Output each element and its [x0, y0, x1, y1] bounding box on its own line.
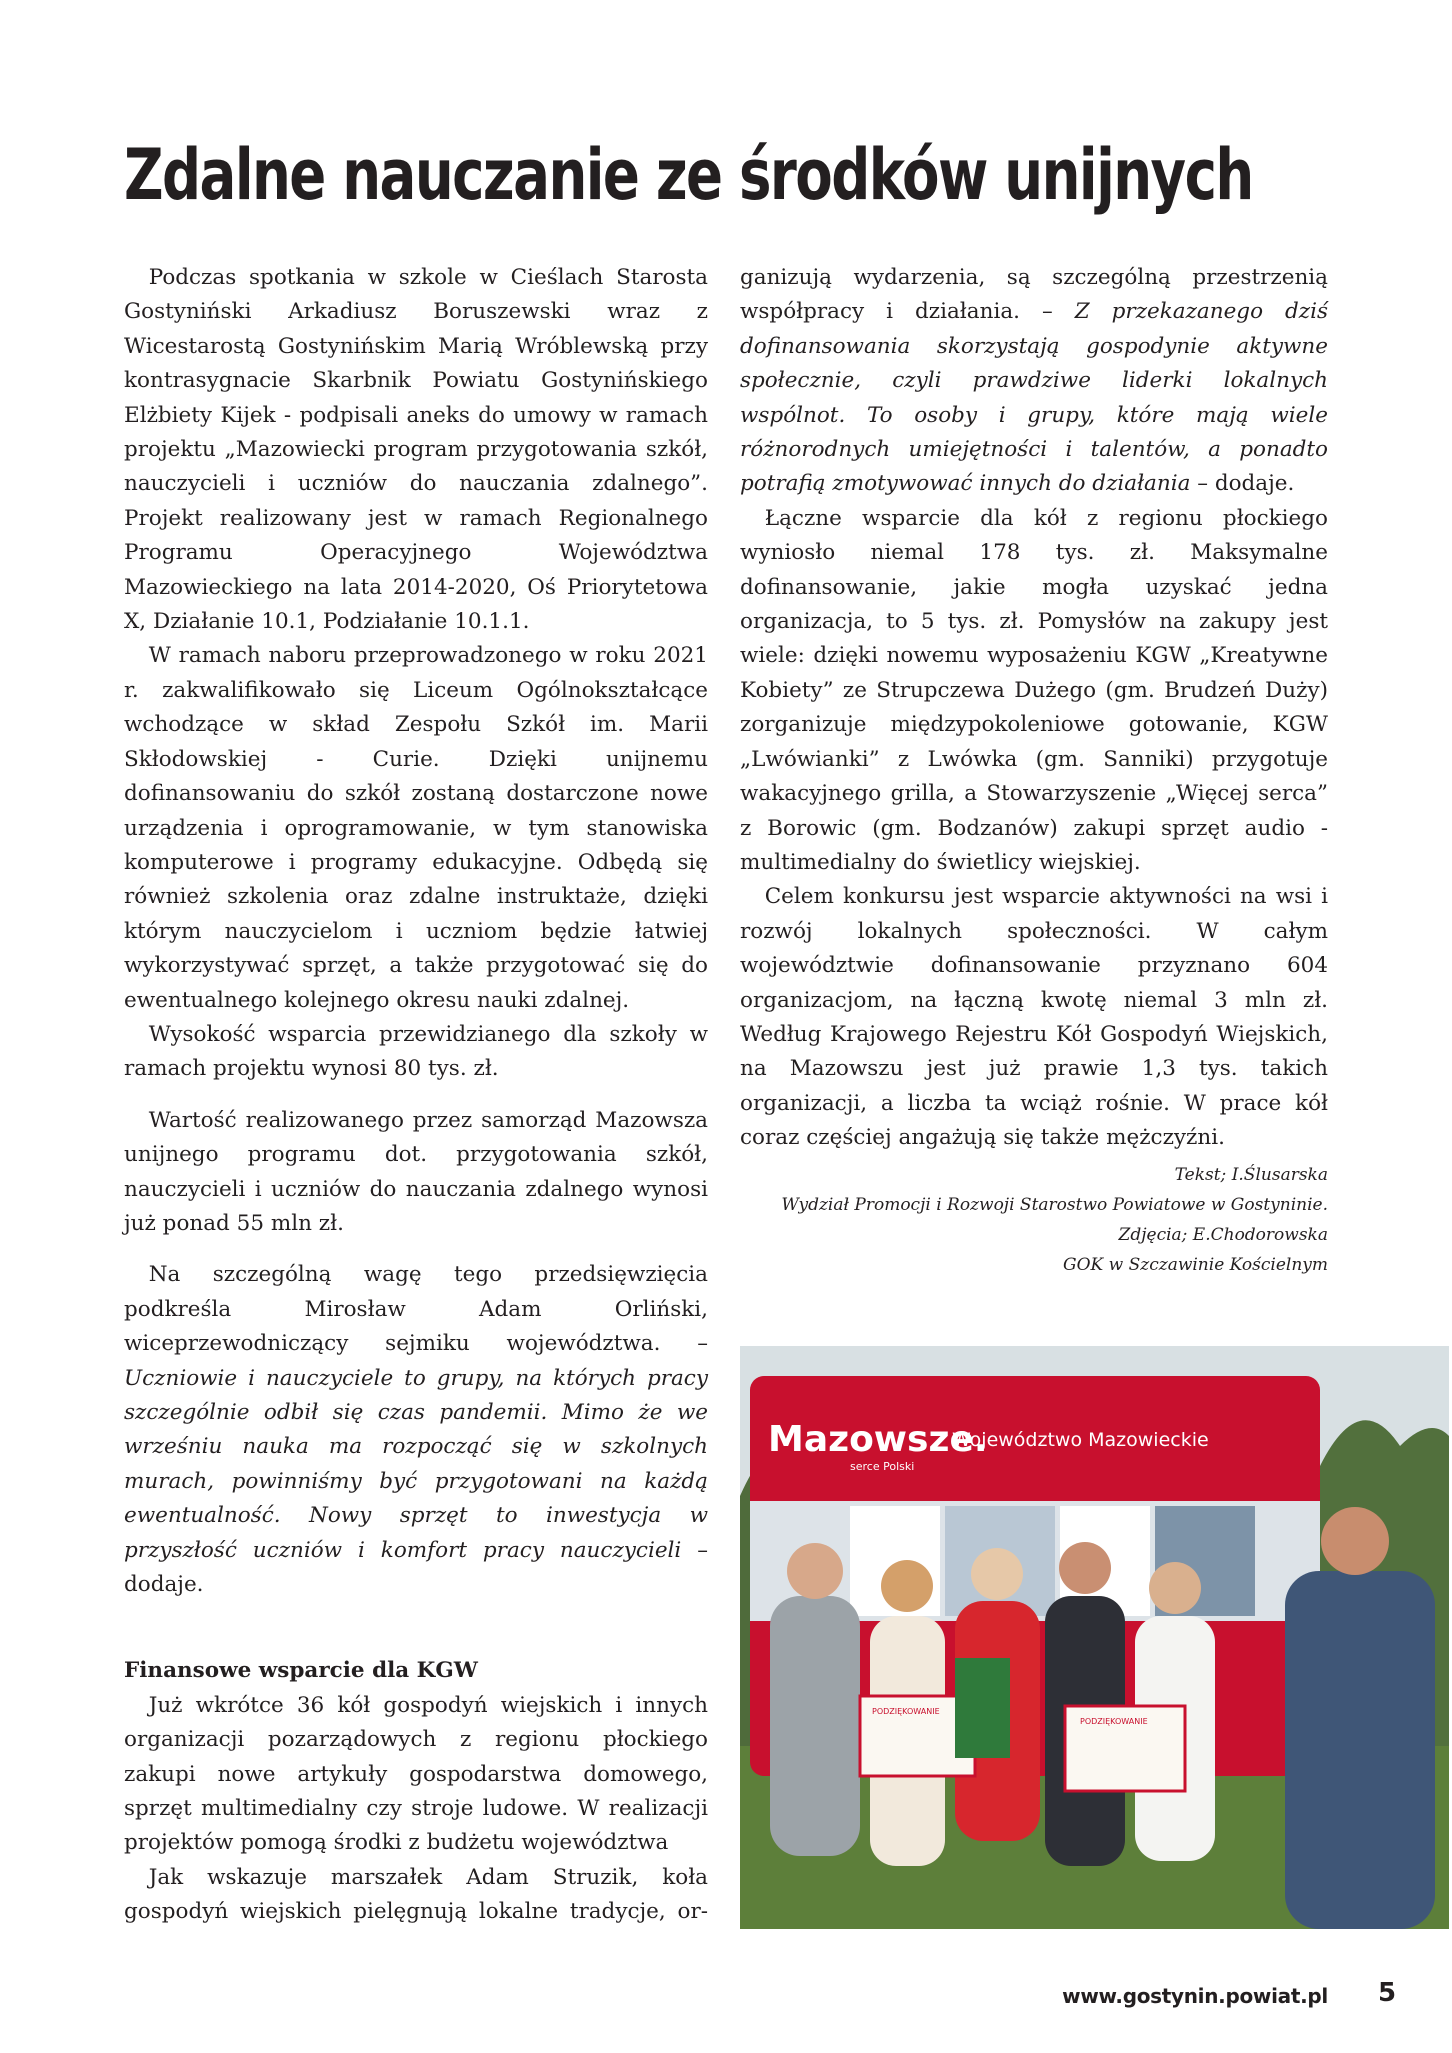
- banner-logo-text: Mazowsze.: [768, 1419, 988, 1460]
- quote-intro: Na szczególną wagę tego przedsięwzięcia podkreśla Mirosław Adam Orliński, wiceprzewodniczący sejmiku województwa. –: [124, 1262, 708, 1357]
- section-subheading: Finansowe wsparcie dla KGW: [124, 1658, 478, 1684]
- article-credits: [740, 1160, 1328, 1280]
- paragraph: Wysokość wsparcia przewidzianego dla szkoły w ramach projektu wynosi 80 tys. zł.: [124, 1021, 708, 1082]
- article-column-right: [740, 261, 1328, 1280]
- credit-text-author: Tekst; I.Ślusarska: [1174, 1164, 1328, 1185]
- paragraph: Celem konkursu jest wsparcie aktywności na wsi i rozwój lokalnych społeczności. W całym województwie dofinansowanie przyznano 604 organizacjom, na łączną kwotę niemal 3 mln zł. Według Krajowego Rejestru Kół Gospodyń Wiejskich, na Mazowszu jest już prawie 1,3 tys. takich organizacji, a liczba ta wciąż rośnie. W prace kół coraz częściej angażują się także mężczyźni.: [740, 884, 1328, 1151]
- credit-place: GOK w Szczawinie Kościelnym: [1063, 1254, 1328, 1275]
- event-photo: [740, 1346, 1449, 1929]
- green-folder: [955, 1658, 1010, 1758]
- paragraph: W ramach naboru przeprowadzonego w roku 2021 r. zakwalifikowało się Liceum Ogólnokształcące wchodzące w skład Zespołu Szkół im. Marii Skłodowskiej - Curie. Dzięki unijnemu dofinansowaniu do szkół zostaną dostarczone nowe urządzenia i oprogramowanie, w tym stanowiska komputerowe i programy edukacyjne. Odbędą się również szkolenia oraz zdalne instruktaże, dzięki którym nauczycielom i uczniom będzie łatwiej wykorzystywać sprzęt, a także przygotować się do ewentualnego kolejnego okresu nauki zdalnej.: [124, 643, 708, 1013]
- paragraph: Podczas spotkania w szkole w Cieślach Starosta Gostyniński Arkadiusz Boruszewski wraz z Wicestarostą Gostynińskim Marią Wróblewską przy kontrasygnacie Skarbnik Powiatu Gostynińskiego Elżbiety Kijek - podpisali aneks do umowy w ramach projektu „Mazowiecki program przygotowania szkół, nauczycieli i uczniów do nauczania zdalnego”. Projekt realizowany jest w ramach Regionalnego Programu Operacyjnego Województwa Mazowieckiego na lata 2014-2020, Oś Priorytetowa X, Działanie 10.1, Podziałanie 10.1.1.: [124, 265, 708, 635]
- paragraph: Łączne wsparcie dla kół z regionu płockiego wyniosło niemal 178 tys. zł. Maksymalne dofinansowanie, jakie mogła uzyskać jedna organizacja, to 5 tys. zł. Pomysłów na zakupy jest wiele: dzięki nowemu wyposażeniu KGW „Kreatywne Kobiety” ze Strupczewa Dużego (gm. Brudzeń Duży) zorganizuje międzypokoleniowe gotowanie, KGW „Lwówianki” z Lwówka (gm. Sanniki) przygotuje wakacyjnego grilla, a Stowarzyszenie „Więcej serca” z Borowic (gm. Bodzanów) zakupi sprzęt audio -multimedialny do świetlicy wiejskiej.: [740, 505, 1328, 875]
- credit-photo-author: Zdjęcia; E.Chodorowska: [1118, 1224, 1328, 1245]
- quote-end: – dodaje.: [1190, 471, 1295, 497]
- paragraph-with-quote: [124, 1258, 708, 1602]
- paragraph: Już wkrótce 36 kół gospodyń wiejskich i innych organizacji pozarządowych z regionu płockiego zakupi nowe artykuły gospodarstwa domowego, sprzęt multimedialny czy stroje ludowe. W realizacji projektów pomogą środki z budżetu województwa: [124, 1692, 708, 1856]
- quote-text: Z przekazanego dziś dofinansowania skorzystają gospodynie aktywne społecznie, czyli prawdziwe liderki lokalnych wspólnot. To osoby i grupy, które mają wiele różnorodnych umiejętności i talentów, a ponadto potrafią zmotywować innych do działania: [740, 299, 1329, 497]
- article-column-left: [124, 261, 708, 1930]
- paragraph: Wartość realizowanego przez samorząd Mazowsza unijnego programu dot. przygotowania szkół, nauczycieli i uczniów do nauczania zdalnego wynosi już ponad 55 mln zł.: [124, 1107, 708, 1236]
- article-headline: Zdalne nauczanie ze środków unijnych: [124, 134, 1253, 216]
- banner-title: Województwo Mazowieckie: [952, 1429, 1209, 1451]
- paragraph: Jak wskazuje marszałek Adam Struzik, koła gospodyń wiejskich pielęgnują lokalne tradycje, or-: [124, 1864, 708, 1925]
- quote-text: Uczniowie i nauczyciele to grupy, na których pracy szczególnie odbił się czas pandemii. Mimo że we wrześniu nauka ma rozpocząć się w szkolnych murach, powinniśmy być przygotowani na każdą ewentualność. Nowy sprzęt to inwestycja w przyszłość uczniów i komfort pracy nauczycieli: [124, 1365, 708, 1563]
- banner-tagline: serce Polski: [850, 1460, 915, 1473]
- paragraph-with-quote: [740, 261, 1328, 502]
- page-number: 5: [1378, 1978, 1397, 2008]
- certificate-right-title: PODZIĘKOWANIE: [1080, 1717, 1148, 1726]
- quote-end: – dodaje.: [124, 1537, 708, 1598]
- quote-intro: ganizują wydarzenia, są szczególną przestrzenią współpracy i działania. –: [740, 265, 1328, 325]
- credit-department: Wydział Promocji i Rozwoji Starostwo Powiatowe w Gostyninie.: [781, 1194, 1328, 1215]
- footer-website: www.gostynin.powiat.pl: [1062, 1984, 1328, 2008]
- certificate-left-title: PODZIĘKOWANIE: [872, 1707, 940, 1716]
